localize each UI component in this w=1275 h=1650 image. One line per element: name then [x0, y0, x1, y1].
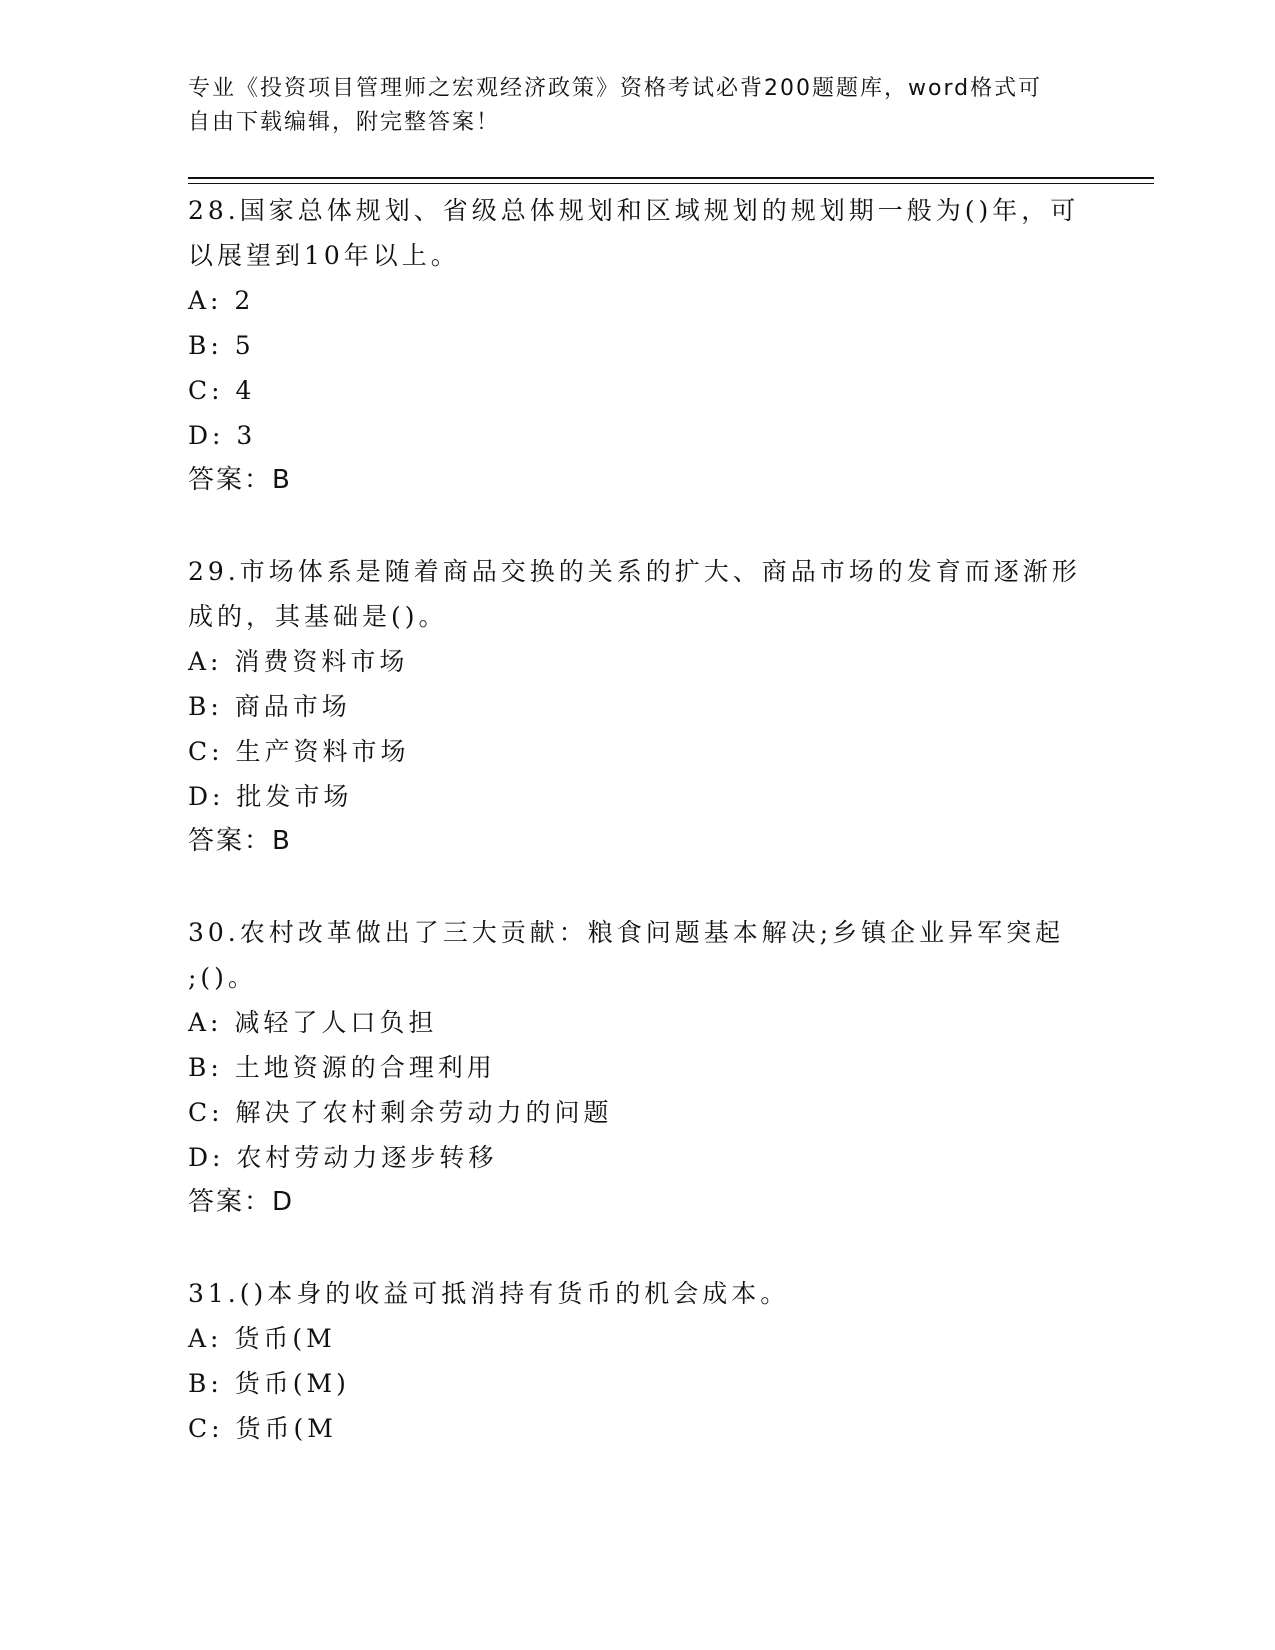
option-c: C: 生产资料市场: [188, 737, 410, 766]
option-a: A: 货币(M: [188, 1324, 336, 1353]
question-list: [188, 188, 1088, 1497]
question-stem-line: ;()。: [188, 963, 257, 992]
option-d: D: 批发市场: [188, 782, 353, 811]
header-line-1: 专业《投资项目管理师之宏观经济政策》资格考试必背200题题库，word格式可: [188, 76, 1043, 101]
question-stem-line: 29.市场体系是随着商品交换的关系的扩大、商品市场的发育而逐渐形: [188, 557, 1081, 586]
answer: 答案：D: [188, 1187, 295, 1217]
option-a: A: 2: [188, 286, 255, 315]
answer: 答案：B: [188, 465, 292, 495]
option-a: A: 减轻了人口负担: [188, 1008, 438, 1037]
option-c: C: 解决了农村剩余劳动力的问题: [188, 1098, 613, 1127]
question-30: [188, 910, 1088, 1225]
question-stem-line: 成的，其基础是()。: [188, 602, 448, 631]
question-stem-line: 30.农村改革做出了三大贡献：粮食问题基本解决;乡镇企业异军突起: [188, 918, 1065, 947]
option-b: B: 商品市场: [188, 692, 351, 721]
option-a: A: 消费资料市场: [188, 647, 409, 676]
header-line-2: 自由下载编辑，附完整答案！: [188, 110, 501, 135]
header-divider-thin: [188, 183, 1154, 184]
option-d: D: 农村劳动力逐步转移: [188, 1143, 498, 1172]
option-c: C: 货币(M: [188, 1414, 337, 1443]
question-28: [188, 188, 1088, 503]
option-b: B: 货币(M): [188, 1369, 350, 1398]
document-header: [188, 72, 1088, 140]
question-29: [188, 549, 1088, 864]
option-b: B: 土地资源的合理利用: [188, 1053, 496, 1082]
question-stem-line: 28.国家总体规划、省级总体规划和区域规划的规划期一般为()年，可: [188, 196, 1080, 225]
question-stem-line: 31.()本身的收益可抵消持有货币的机会成本。: [188, 1279, 790, 1308]
question-stem-line: 以展望到10年以上。: [188, 241, 460, 270]
option-d: D: 3: [188, 421, 257, 450]
option-b: B: 5: [188, 331, 255, 360]
header-divider-thick: [188, 177, 1154, 179]
option-c: C: 4: [188, 376, 256, 405]
question-31: [188, 1271, 1088, 1451]
answer: 答案：B: [188, 826, 292, 856]
